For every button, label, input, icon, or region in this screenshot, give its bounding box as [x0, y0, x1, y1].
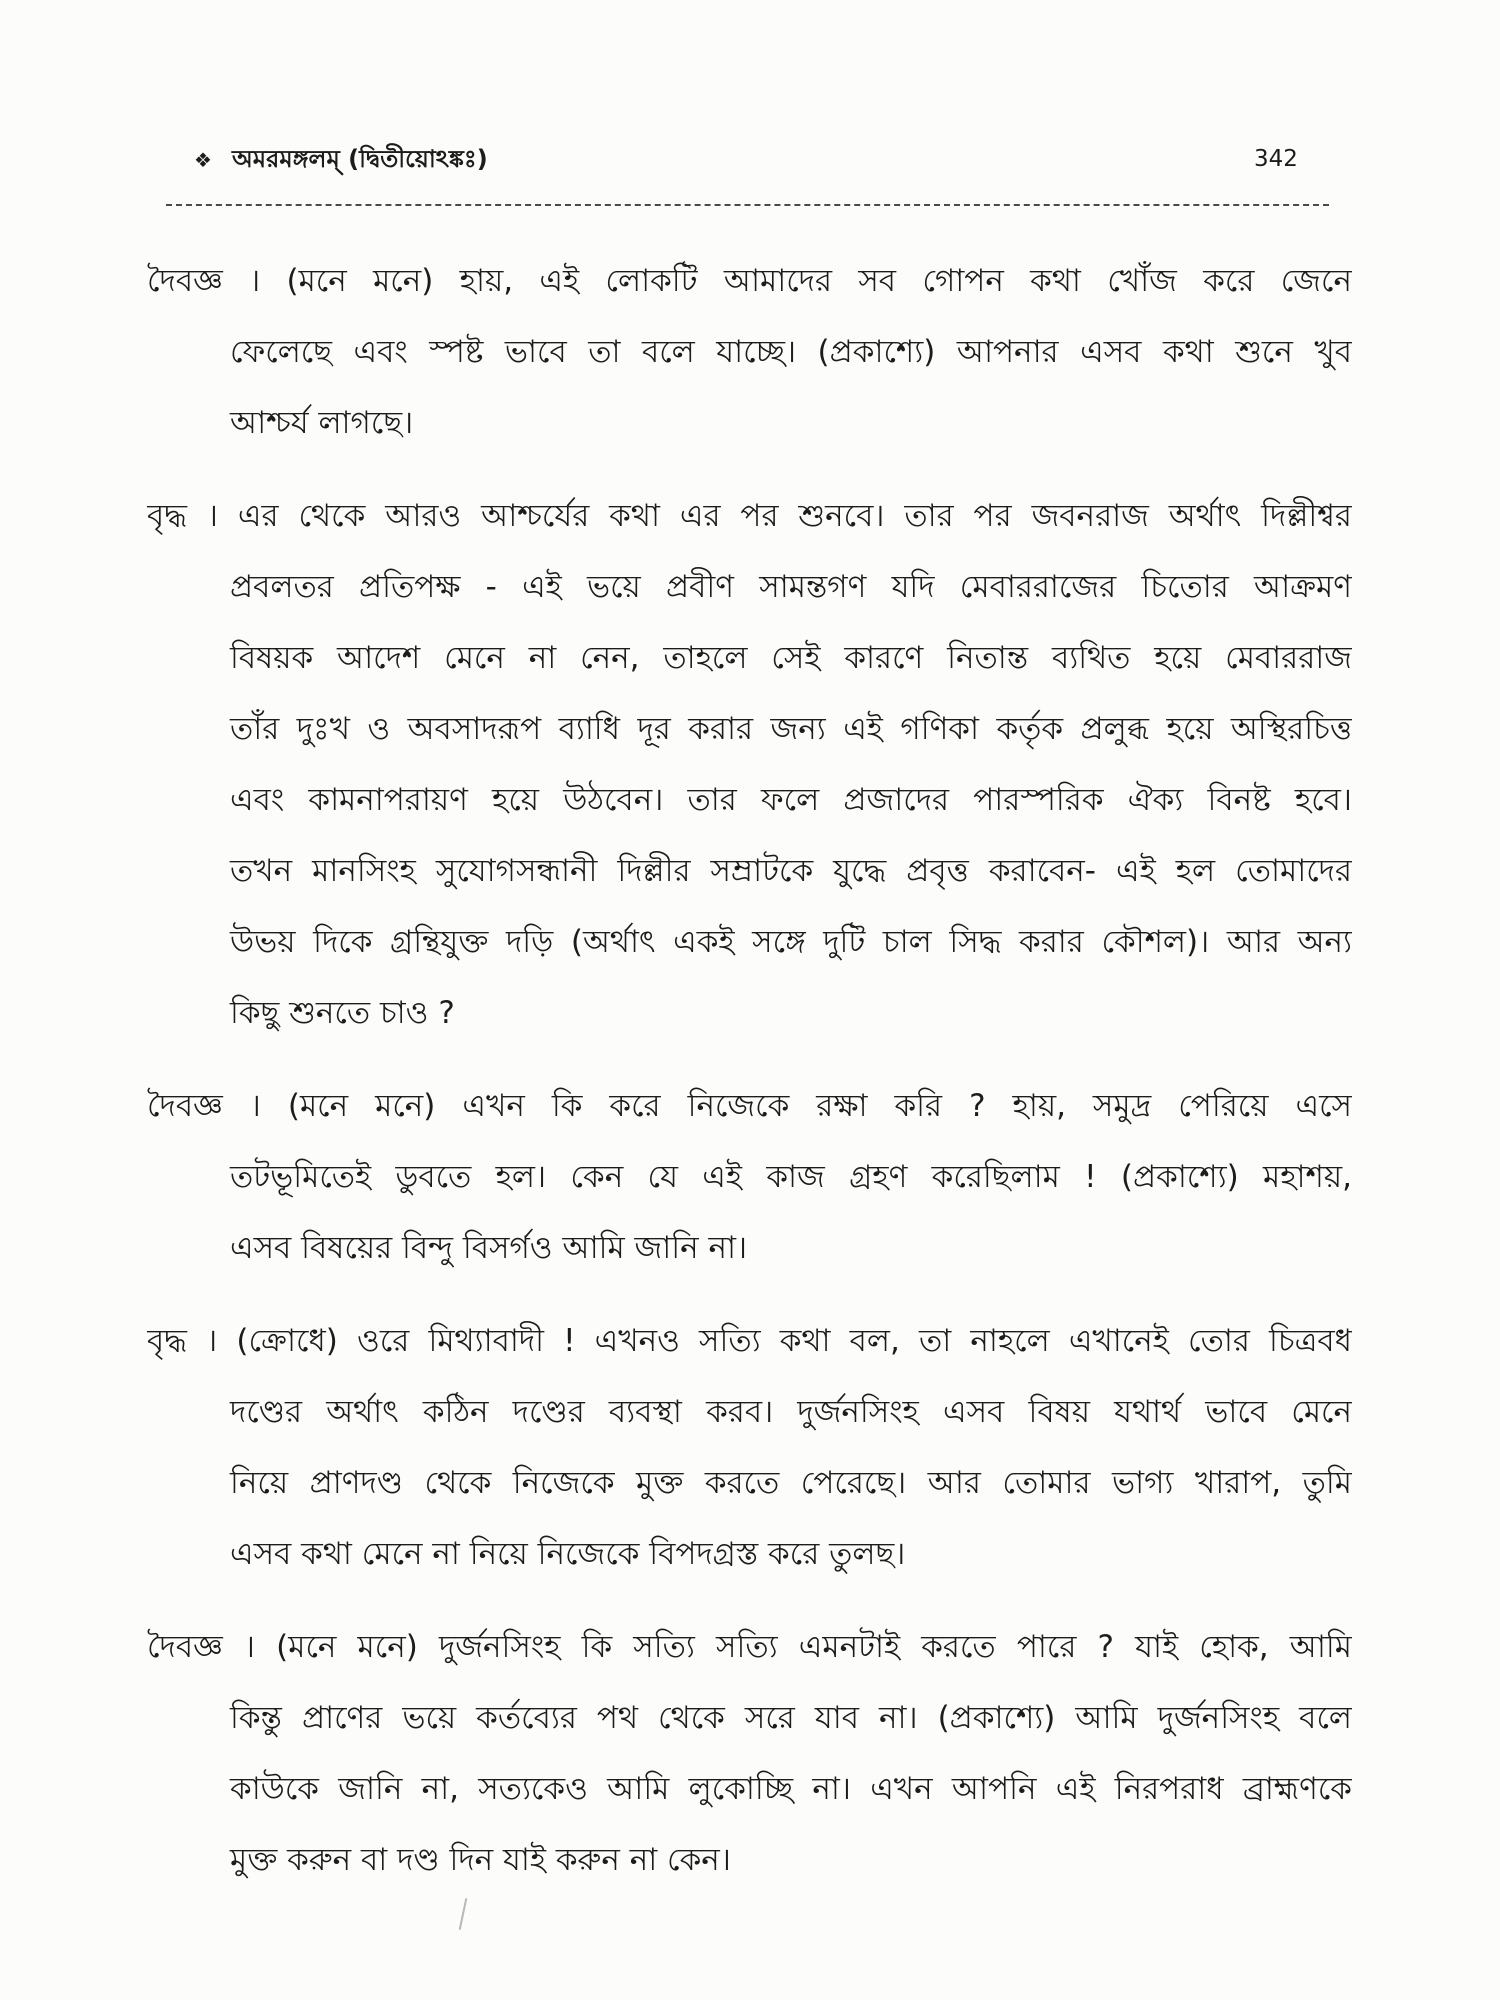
- line-text: (মনে মনে) দুর্জনসিংহ কি সত্যি সত্যি এমনটাই করতে পারে ? যাই হোক, আমি: [276, 1629, 1352, 1665]
- speech-block: [147, 481, 1352, 1049]
- line-text: (মনে মনে) এখন কি করে নিজেকে রক্ষা করি ? হায়, সমুদ্র পেরিয়ে এসে: [287, 1088, 1352, 1124]
- speaker-name: দৈবজ্ঞ ।: [147, 263, 261, 299]
- pen-mark: [459, 1898, 468, 1930]
- speech-line: মুক্ত করুন বা দণ্ড দিন যাই করুন না কেন।: [230, 1842, 731, 1878]
- speech-line: এসব কথা মেনে না নিয়ে নিজেকে বিপদগ্রস্ত করে তুলছ।: [230, 1536, 906, 1572]
- speech-line: আশ্চর্য লাগছে।: [230, 405, 414, 441]
- line-text: এর থেকে আরও আশ্চর্যের কথা এর পর শুনবে। তার পর জবনরাজ অর্থাৎ দিল্লীশ্বর: [237, 498, 1352, 534]
- speech-line: [147, 1071, 1352, 1142]
- running-title: অমরমঙ্গলম্ (দ্বিতীয়োঽঙ্কঃ): [232, 145, 488, 173]
- speech-block: [147, 1306, 1352, 1590]
- speech-line: কাউকে জানি না, সত্যকেও আমি লুকোচ্ছি না। এখন আপনি এই নিরপরাধ ব্রাহ্মণকে: [230, 1771, 1352, 1807]
- speech-block: [147, 1071, 1352, 1284]
- speech-line: দণ্ডের অর্থাৎ কঠিন দণ্ডের ব্যবস্থা করব। দুর্জনসিংহ এসব বিষয় যথার্থ ভাবে মেনে: [230, 1394, 1352, 1430]
- page-number: 342: [1254, 146, 1298, 172]
- speech-line: উভয় দিকে গ্রন্থিযুক্ত দড়ি (অর্থাৎ একই সঙ্গে দুটি চাল সিদ্ধ করার কৌশল)। আর অন্য: [230, 924, 1352, 960]
- speech-block: [147, 1612, 1352, 1896]
- speech-line: তটভূমিতেই ডুবতে হল। কেন যে এই কাজ গ্রহণ করেছিলাম ! (প্রকাশ্যে) মহাশয়,: [230, 1159, 1352, 1195]
- speaker-name: দৈবজ্ঞ ।: [147, 1088, 261, 1124]
- line-text: (ক্রোধে) ওরে মিথ্যাবাদী ! এখনও সত্যি কথা বল, তা নাহলে এখানেই তোর চিত্রবধ: [236, 1323, 1352, 1359]
- speech-line: এসব বিষয়ের বিন্দু বিসর্গও আমি জানি না।: [230, 1230, 748, 1266]
- speech-line: ফেলেছে এবং স্পষ্ট ভাবে তা বলে যাচ্ছে। (প্রকাশ্যে) আপনার এসব কথা শুনে খুব: [230, 334, 1352, 370]
- speech-line: তাঁর দুঃখ ও অবসাদরূপ ব্যাধি দূর করার জন্য এই গণিকা কর্তৃক প্রলুব্ধ হয়ে অস্থিরচিত্ত: [230, 711, 1352, 747]
- speech-line: কিছু শুনতে চাও ?: [230, 995, 455, 1031]
- header-dashed-rule: [166, 204, 1329, 206]
- speech-line: কিন্তু প্রাণের ভয়ে কর্তব্যের পথ থেকে সরে যাব না। (প্রকাশ্যে) আমি দুর্জনসিংহ বলে: [230, 1700, 1352, 1736]
- speech-line: নিয়ে প্রাণদণ্ড থেকে নিজেকে মুক্ত করতে পেরেছে। আর তোমার ভাগ্য খারাপ, তুমি: [230, 1465, 1352, 1501]
- speech-block: [147, 246, 1352, 459]
- line-text: (মনে মনে) হায়, এই লোকটি আমাদের সব গোপন কথা খোঁজ করে জেনে: [286, 263, 1352, 299]
- speech-line: [147, 1612, 1352, 1683]
- speech-line: [147, 481, 1352, 552]
- speaker-name: দৈবজ্ঞ ।: [147, 1629, 255, 1665]
- speech-line: প্রবলতর প্রতিপক্ষ - এই ভয়ে প্রবীণ সামন্তগণ যদি মেবাররাজের চিতোর আক্রমণ: [230, 569, 1352, 605]
- diamond-ornament-icon: ❖: [194, 148, 212, 172]
- speech-line: [147, 246, 1352, 317]
- speech-line: এবং কামনাপরায়ণ হয়ে উঠবেন। তার ফলে প্রজাদের পারস্পরিক ঐক্য বিনষ্ট হবে।: [230, 782, 1352, 818]
- speaker-name: বৃদ্ধ ।: [147, 498, 218, 534]
- speech-line: তখন মানসিংহ সুযোগসন্ধানী দিল্লীর সম্রাটকে যুদ্ধে প্রবৃত্ত করাবেন- এই হল তোমাদের: [230, 853, 1352, 889]
- speaker-name: বৃদ্ধ ।: [147, 1323, 218, 1359]
- dialogue-body: [147, 246, 1352, 1896]
- speech-line: বিষয়ক আদেশ মেনে না নেন, তাহলে সেই কারণে নিতান্ত ব্যথিত হয়ে মেবাররাজ: [230, 640, 1352, 676]
- speech-line: [147, 1306, 1352, 1377]
